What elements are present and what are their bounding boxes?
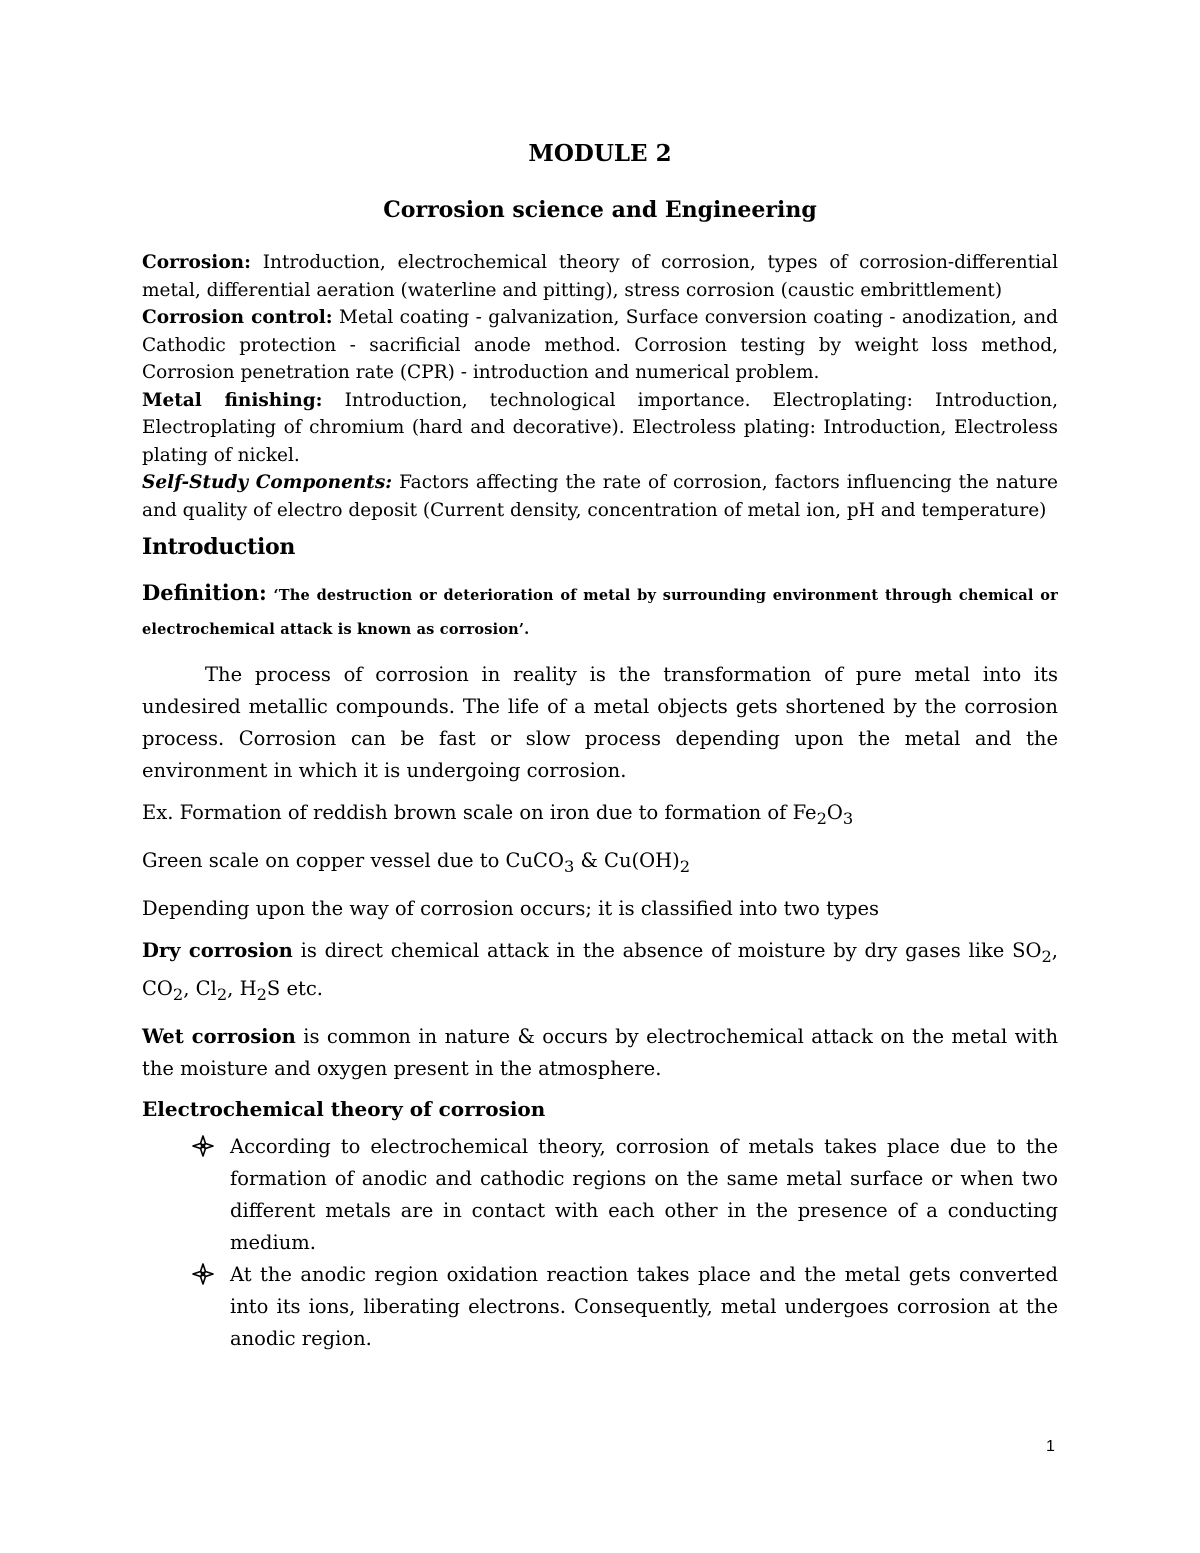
subscript: 2	[1041, 946, 1052, 966]
syllabus-control	[142, 304, 1058, 387]
corrosion-topics: Introduction, electrochemical theory of corrosion, types of corrosion-differential metal, differential aeration (waterline and pitting), stress corrosion (caustic embrittlement)	[142, 252, 1058, 301]
subscript: 2	[679, 856, 691, 876]
finishing-label: Metal finishing:	[142, 389, 323, 411]
definition-paragraph	[142, 576, 1058, 647]
subscript: 2	[816, 808, 827, 828]
dry-corrosion-text: is direct chemical attack in the absence of moisture by dry gases like SO	[292, 938, 1042, 962]
syllabus-corrosion	[142, 249, 1058, 304]
dry-corrosion-paragraph	[142, 935, 1058, 1011]
syllabus-finishing	[142, 387, 1058, 470]
definition-text: ‘The destruction or deterioration of metal by surrounding environment through chemical or electrochemical attack is known as corrosion’.	[142, 587, 1058, 638]
document-title: Corrosion science and Engineering	[383, 197, 817, 223]
formula-part: , H	[227, 976, 257, 1000]
selfstudy-topics: Factors affecting the rate of corrosion, factors influencing the nature and quality of electro deposit (Current density, concentration of metal ion, pH and temperature)	[142, 472, 1059, 521]
formula-part: , CO	[142, 938, 1058, 1000]
bullet-text: At the anodic region oxidation reaction takes place and the metal gets converted into its ions, liberating electrons. Consequently, metal undergoes corrosion at the anodic region.	[230, 1262, 1058, 1350]
wet-corrosion-paragraph	[142, 1021, 1058, 1085]
list-item	[142, 1259, 1058, 1355]
corrosion-label: Corrosion:	[142, 252, 251, 273]
bullet-text: According to electrochemical theory, corrosion of metals takes place due to the formation of anodic and cathodic regions on the same metal surface or when two different metals are in contact with each other in the presence of a conducting medium.	[230, 1134, 1058, 1254]
wet-corrosion-text: is common in nature & occurs by electrochemical attack on the metal with the moisture and oxygen present in the atmosphere.	[142, 1024, 1059, 1080]
example-iron	[142, 797, 1058, 835]
introduction-heading: Introduction	[142, 534, 296, 560]
formula-part: S etc.	[266, 976, 323, 1000]
subscript: 2	[216, 984, 228, 1004]
formula-part: , Cl	[183, 976, 217, 1000]
definition-label: Definition:	[142, 580, 267, 605]
formula-part: & Cu(OH)	[574, 848, 680, 872]
electrochemical-theory-heading: Electrochemical theory of corrosion	[142, 1096, 546, 1121]
example-copper	[142, 845, 1058, 883]
example-iron-text: Ex. Formation of reddish brown scale on iron due to formation of Fe	[142, 801, 817, 824]
page-number: 1	[1046, 1438, 1055, 1455]
syllabus-block	[142, 249, 1058, 524]
theory-bullet-list	[142, 1131, 1058, 1355]
dry-corrosion-label: Dry corrosion	[142, 938, 293, 962]
four-diamond-bullet-icon	[192, 1135, 214, 1157]
list-item	[142, 1131, 1058, 1259]
wet-corrosion-label: Wet corrosion	[142, 1024, 296, 1048]
subscript: 2	[172, 984, 184, 1004]
selfstudy-label: Self-Study Components:	[142, 472, 393, 493]
page-content	[142, 140, 1058, 1355]
process-paragraph: The process of corrosion in reality is the transformation of pure metal into its undesired metallic compounds. The life of a metal objects gets shortened by the corrosion process. Corrosion can be fast or slow process depending upon the metal and the environment in which it is undergoing corrosion.	[142, 663, 1058, 782]
subscript: 3	[563, 856, 575, 876]
module-title: MODULE 2	[528, 140, 672, 167]
control-topics: Metal coating - galvanization, Surface conversion coating - anodization, and Cathodic protection - sacrificial anode method. Corrosion testing by weight loss method, Corrosion penetration rate (CPR) - introduction and numerical problem.	[142, 307, 1058, 383]
finishing-topics: Introduction, technological importance. Electroplating: Introduction, Electroplating of chromium (hard and decorative). Electroless plating: Introduction, Electroless plating of nickel.	[142, 389, 1058, 466]
subscript: 2	[256, 984, 267, 1004]
syllabus-selfstudy	[142, 469, 1058, 524]
formula-part: O	[826, 801, 843, 824]
subscript: 3	[842, 808, 854, 828]
classification-sentence: Depending upon the way of corrosion occurs; it is classified into two types	[142, 896, 879, 920]
four-diamond-bullet-icon	[192, 1263, 214, 1285]
control-label: Corrosion control:	[142, 307, 333, 328]
example-copper-text: Green scale on copper vessel due to CuCO	[142, 848, 564, 872]
